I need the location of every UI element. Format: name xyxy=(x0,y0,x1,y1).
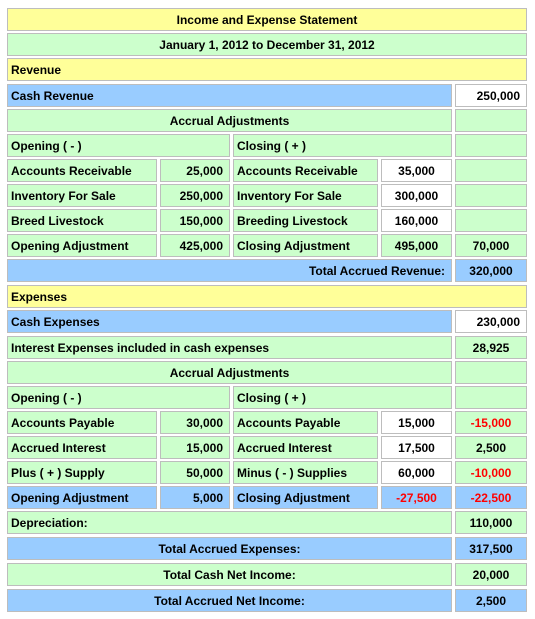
total-accrued-net-income-value: 2,500 xyxy=(455,589,527,612)
expenses-header-total-blank xyxy=(455,386,527,409)
revenue-close-value: 300,000 xyxy=(381,184,452,207)
cash-expenses-label: Cash Expenses xyxy=(7,310,452,333)
expense-row-total: -15,000 xyxy=(455,411,527,434)
depreciation-value: 110,000 xyxy=(455,511,527,534)
expenses-accrual-total-blank xyxy=(455,361,527,384)
expense-close-value: 15,000 xyxy=(381,411,452,434)
expenses-opening-label: Opening ( - ) xyxy=(7,386,230,409)
expense-open-label: Accrued Interest xyxy=(7,436,157,459)
revenue-open-value: 250,000 xyxy=(160,184,230,207)
statement-period: January 1, 2012 to December 31, 2012 xyxy=(7,33,527,56)
expense-row-total: -10,000 xyxy=(455,461,527,484)
revenue-close-label: Accounts Receivable xyxy=(233,159,378,182)
revenue-accrual-total-blank xyxy=(455,109,527,132)
interest-expenses-label: Interest Expenses included in cash expenses xyxy=(7,336,452,359)
revenue-row-total xyxy=(455,184,527,207)
expense-close-value: -27,500 xyxy=(381,486,452,509)
revenue-closing-label: Closing ( + ) xyxy=(233,134,452,157)
revenue-open-label: Breed Livestock xyxy=(7,209,157,232)
expense-open-value: 30,000 xyxy=(160,411,230,434)
cash-revenue-value: 250,000 xyxy=(455,84,527,107)
revenue-close-value: 160,000 xyxy=(381,209,452,232)
revenue-close-value: 495,000 xyxy=(381,234,452,257)
revenue-open-label: Inventory For Sale xyxy=(7,184,157,207)
revenue-close-label: Inventory For Sale xyxy=(233,184,378,207)
total-accrued-expenses-label: Total Accrued Expenses: xyxy=(7,537,452,560)
cash-expenses-value: 230,000 xyxy=(455,310,527,333)
revenue-header-total-blank xyxy=(455,134,527,157)
total-accrued-revenue-label: Total Accrued Revenue: xyxy=(7,259,452,282)
cash-revenue-label: Cash Revenue xyxy=(7,84,452,107)
revenue-accrual-title: Accrual Adjustments xyxy=(7,109,452,132)
revenue-open-label: Accounts Receivable xyxy=(7,159,157,182)
expense-close-value: 60,000 xyxy=(381,461,452,484)
expenses-closing-label: Closing ( + ) xyxy=(233,386,452,409)
revenue-row-total xyxy=(455,209,527,232)
revenue-opening-label: Opening ( - ) xyxy=(7,134,230,157)
revenue-section-label: Revenue xyxy=(7,58,527,81)
total-cash-net-income-value: 20,000 xyxy=(455,563,527,586)
expense-open-value: 5,000 xyxy=(160,486,230,509)
interest-expenses-value: 28,925 xyxy=(455,336,527,359)
revenue-open-value: 150,000 xyxy=(160,209,230,232)
expense-close-label: Closing Adjustment xyxy=(233,486,378,509)
depreciation-label: Depreciation: xyxy=(7,511,452,534)
expense-close-label: Minus ( - ) Supplies xyxy=(233,461,378,484)
revenue-row-total xyxy=(455,159,527,182)
revenue-close-value: 35,000 xyxy=(381,159,452,182)
expense-open-value: 15,000 xyxy=(160,436,230,459)
statement-title: Income and Expense Statement xyxy=(7,8,527,31)
expense-open-label: Opening Adjustment xyxy=(7,486,157,509)
expense-open-value: 50,000 xyxy=(160,461,230,484)
revenue-open-value: 425,000 xyxy=(160,234,230,257)
expenses-section-label: Expenses xyxy=(7,285,527,308)
revenue-open-label: Opening Adjustment xyxy=(7,234,157,257)
expense-close-value: 17,500 xyxy=(381,436,452,459)
expense-close-label: Accrued Interest xyxy=(233,436,378,459)
expenses-accrual-title: Accrual Adjustments xyxy=(7,361,452,384)
expense-open-label: Accounts Payable xyxy=(7,411,157,434)
revenue-open-value: 25,000 xyxy=(160,159,230,182)
expense-open-label: Plus ( + ) Supply xyxy=(7,461,157,484)
expense-row-total: 2,500 xyxy=(455,436,527,459)
total-accrued-net-income-label: Total Accrued Net Income: xyxy=(7,589,452,612)
total-accrued-expenses-value: 317,500 xyxy=(455,537,527,560)
total-accrued-revenue-value: 320,000 xyxy=(455,259,527,282)
expense-row-total: -22,500 xyxy=(455,486,527,509)
revenue-row-total: 70,000 xyxy=(455,234,527,257)
revenue-close-label: Breeding Livestock xyxy=(233,209,378,232)
revenue-close-label: Closing Adjustment xyxy=(233,234,378,257)
total-cash-net-income-label: Total Cash Net Income: xyxy=(7,563,452,586)
expense-close-label: Accounts Payable xyxy=(233,411,378,434)
